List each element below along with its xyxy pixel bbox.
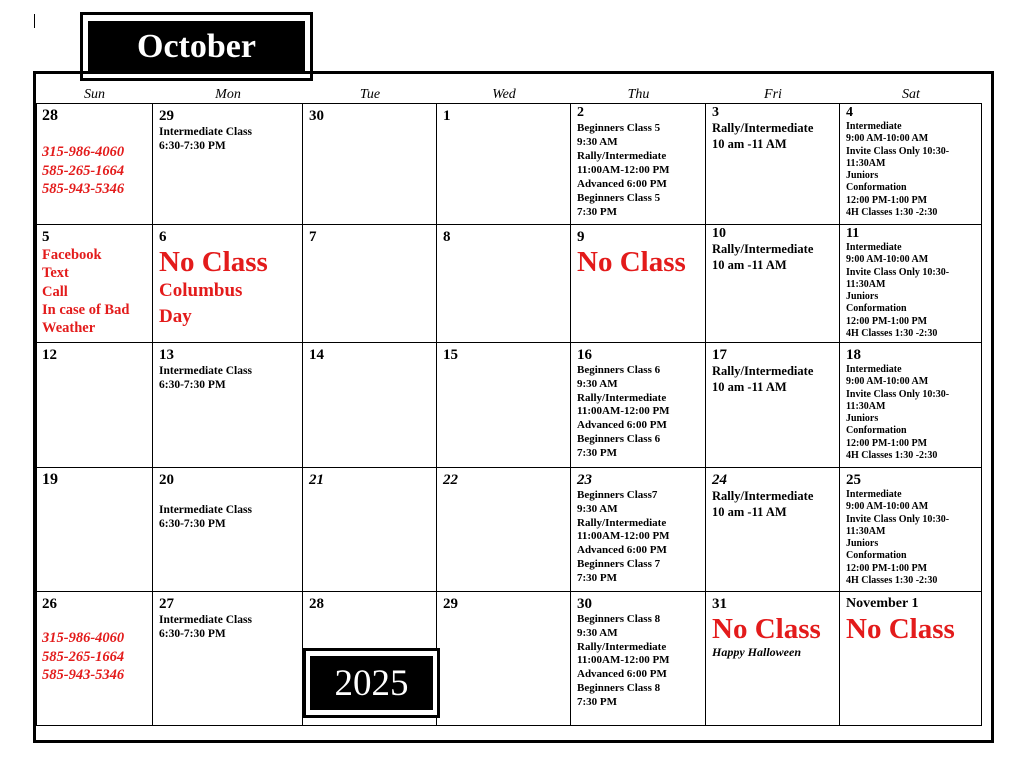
phone-number: 315-986-4060 bbox=[42, 144, 125, 160]
day-number: 23 bbox=[577, 472, 592, 488]
day-number: 6 bbox=[159, 229, 167, 245]
day-cell bbox=[153, 592, 303, 726]
event-line: 12:00 PM-1:00 PM bbox=[846, 437, 928, 449]
event-line: 4H Classes 1:30 -2:30 bbox=[846, 328, 938, 340]
day-cell bbox=[36, 343, 153, 468]
event-line: 12:00 PM-1:00 PM bbox=[846, 315, 928, 327]
day-number: 16 bbox=[577, 347, 592, 363]
day-number: 21 bbox=[309, 472, 324, 488]
weekday-mon: Mon bbox=[215, 87, 241, 102]
day-cell bbox=[303, 468, 437, 592]
weekday-fri: Fri bbox=[764, 87, 782, 102]
no-class-label: No Class bbox=[846, 613, 955, 645]
phone-number: 315-986-4060 bbox=[42, 630, 125, 646]
event-line: Advanced 6:00 PM bbox=[577, 544, 667, 557]
day-cell bbox=[706, 592, 840, 726]
day-number: 30 bbox=[309, 108, 324, 124]
event-line: 4H Classes 1:30 -2:30 bbox=[846, 575, 938, 587]
event-line: Juniors bbox=[846, 170, 879, 182]
event-line: Conformation bbox=[846, 182, 907, 194]
day-number: November 1 bbox=[846, 596, 919, 611]
event-line: 4H Classes 1:30 -2:30 bbox=[846, 450, 938, 462]
event-line: 10 am -11 AM bbox=[712, 136, 787, 151]
phone-number: 585-943-5346 bbox=[42, 181, 125, 197]
day-number: 19 bbox=[42, 471, 58, 488]
event-line: 4H Classes 1:30 -2:30 bbox=[846, 207, 938, 219]
day-number: 13 bbox=[159, 347, 174, 363]
no-class-label: No Class bbox=[712, 613, 821, 645]
event-line: 12:00 PM-1:00 PM bbox=[846, 562, 928, 574]
event-line: Advanced 6:00 PM bbox=[577, 668, 667, 681]
day-number: 15 bbox=[443, 347, 458, 363]
event-line: 11:30AM bbox=[846, 525, 886, 537]
event-line: 9:00 AM-10:00 AM bbox=[846, 501, 929, 513]
event-line: Rally/Intermediate bbox=[712, 364, 814, 378]
day-number: 29 bbox=[443, 596, 458, 612]
phone-number: 585-265-1664 bbox=[42, 648, 125, 665]
day-cell bbox=[840, 592, 982, 726]
day-cell bbox=[437, 343, 571, 468]
day-number: 7 bbox=[309, 229, 317, 245]
day-number: 12 bbox=[42, 347, 57, 363]
day-cell bbox=[571, 592, 706, 726]
event-line: Invite Class Only 10:30- bbox=[846, 513, 950, 525]
day-cell bbox=[706, 343, 840, 468]
day-cell bbox=[36, 592, 153, 726]
day-cell bbox=[706, 468, 840, 592]
event-line: 10 am -11 AM bbox=[712, 504, 787, 519]
event-line: 6:30-7:30 PM bbox=[159, 379, 226, 391]
event-line: 11:00AM-12:00 PM bbox=[577, 164, 670, 176]
day-number: 25 bbox=[846, 472, 861, 488]
day-cell bbox=[303, 343, 437, 468]
event-line: 9:30 AM bbox=[577, 502, 618, 515]
day-cell bbox=[840, 468, 982, 592]
day-cell bbox=[303, 225, 437, 343]
event-line: Intermediate Class bbox=[159, 504, 252, 516]
event-line: Rally/Intermediate bbox=[577, 640, 667, 653]
event-line: Rally/Intermediate bbox=[712, 489, 814, 503]
day-cell bbox=[840, 103, 982, 225]
event-line: Beginners Class 8 bbox=[577, 681, 661, 694]
event-line: Rally/Intermediate bbox=[712, 242, 814, 256]
event-line: 9:30 AM bbox=[577, 136, 618, 148]
holiday-label: Day bbox=[159, 306, 192, 327]
weekday-wed: Wed bbox=[492, 87, 516, 102]
day-cell bbox=[153, 343, 303, 468]
event-line: Invite Class Only 10:30- bbox=[846, 266, 950, 278]
day-cell bbox=[153, 225, 303, 343]
day-number: 22 bbox=[443, 472, 458, 488]
event-line: Intermediate bbox=[846, 121, 902, 132]
event-line: Rally/Intermediate bbox=[577, 516, 667, 529]
event-line: 6:30-7:30 PM bbox=[159, 518, 226, 530]
weekday-thu: Thu bbox=[627, 87, 650, 102]
day-cell bbox=[437, 468, 571, 592]
day-number: 17 bbox=[712, 347, 727, 363]
day-cell bbox=[571, 103, 706, 225]
event-line: Conformation bbox=[846, 425, 907, 437]
event-line: 11:30AM bbox=[846, 278, 886, 290]
event-line: Intermediate Class bbox=[159, 614, 252, 626]
day-number: 11 bbox=[846, 226, 860, 241]
event-line: Beginners Class7 bbox=[577, 489, 658, 501]
event-line: 11:30AM bbox=[846, 400, 886, 412]
day-cell bbox=[437, 225, 571, 343]
event-line: Beginners Class 7 bbox=[577, 557, 661, 570]
event-line: Beginners Class 6 bbox=[577, 432, 661, 445]
event-line: Rally/Intermediate bbox=[712, 121, 814, 135]
day-number: 20 bbox=[159, 472, 174, 488]
day-cell bbox=[706, 103, 840, 225]
event-line: Beginners Class 5 bbox=[577, 192, 661, 204]
weather-note: Call bbox=[42, 283, 68, 300]
day-number: 1 bbox=[443, 108, 451, 124]
day-number: 31 bbox=[712, 596, 727, 612]
halloween-note: Happy Halloween bbox=[712, 645, 801, 659]
event-line: Beginners Class 5 bbox=[577, 122, 661, 134]
event-line: 7:30 PM bbox=[577, 206, 618, 218]
day-number: 5 bbox=[42, 229, 50, 245]
day-cell bbox=[840, 343, 982, 468]
day-cell bbox=[36, 103, 153, 225]
event-line: Conformation bbox=[846, 303, 907, 315]
event-line: Beginners Class 8 bbox=[577, 613, 661, 625]
event-line: Beginners Class 6 bbox=[577, 364, 661, 376]
weekday-tue: Tue bbox=[359, 87, 381, 102]
holiday-label: Columbus bbox=[159, 280, 243, 301]
event-line: Rally/Intermediate bbox=[577, 391, 667, 404]
event-line: 9:00 AM-10:00 AM bbox=[846, 376, 929, 388]
event-line: Intermediate bbox=[846, 489, 902, 500]
day-number: 3 bbox=[712, 105, 719, 120]
event-line: 9:00 AM-10:00 AM bbox=[846, 254, 929, 266]
day-cell bbox=[36, 225, 153, 343]
day-number: 28 bbox=[309, 596, 324, 612]
event-line: 9:00 AM-10:00 AM bbox=[846, 133, 929, 145]
day-number: 14 bbox=[309, 347, 324, 363]
event-line: 11:30AM bbox=[846, 157, 886, 169]
day-cell bbox=[437, 592, 571, 726]
day-cell bbox=[153, 103, 303, 225]
event-line: Intermediate Class bbox=[159, 126, 252, 138]
weekday-sat: Sat bbox=[902, 87, 920, 102]
phone-number: 585-265-1664 bbox=[42, 162, 125, 179]
no-class-label: No Class bbox=[577, 246, 686, 278]
day-cell bbox=[571, 343, 706, 468]
weather-note: Weather bbox=[42, 320, 96, 337]
event-line: Conformation bbox=[846, 550, 907, 562]
day-number: 10 bbox=[712, 226, 726, 241]
no-class-label: No Class bbox=[159, 246, 268, 278]
day-cell bbox=[840, 225, 982, 343]
event-line: Intermediate bbox=[846, 242, 902, 253]
month-title: October bbox=[88, 21, 305, 72]
weather-note: Facebook bbox=[42, 247, 102, 263]
event-line: 11:00AM-12:00 PM bbox=[577, 405, 670, 418]
day-cell bbox=[437, 103, 571, 225]
event-line: Advanced 6:00 PM bbox=[577, 419, 667, 432]
event-line: 9:30 AM bbox=[577, 377, 618, 390]
event-line: Intermediate bbox=[846, 364, 902, 375]
weekday-sun: Sun bbox=[84, 87, 105, 102]
event-line: 10 am -11 AM bbox=[712, 257, 787, 272]
event-line: 6:30-7:30 PM bbox=[159, 628, 226, 640]
event-line: 12:00 PM-1:00 PM bbox=[846, 194, 928, 206]
year-box bbox=[303, 648, 440, 718]
event-line: Invite Class Only 10:30- bbox=[846, 145, 950, 157]
event-line: 6:30-7:30 PM bbox=[159, 140, 226, 152]
event-line: 7:30 PM bbox=[577, 446, 618, 459]
weather-note: In case of Bad bbox=[42, 301, 130, 318]
event-line: 7:30 PM bbox=[577, 695, 618, 708]
day-number: 26 bbox=[42, 596, 57, 612]
day-number: 27 bbox=[159, 596, 174, 612]
event-line: Rally/Intermediate bbox=[577, 150, 667, 162]
day-number: 4 bbox=[846, 105, 853, 120]
day-number: 24 bbox=[712, 472, 727, 488]
day-cell bbox=[36, 468, 153, 592]
day-cell bbox=[706, 225, 840, 343]
day-number: 30 bbox=[577, 596, 592, 612]
text-cursor bbox=[34, 14, 35, 28]
day-cell bbox=[153, 468, 303, 592]
day-number: 9 bbox=[577, 229, 585, 245]
day-cell bbox=[303, 103, 437, 225]
day-number: 2 bbox=[577, 105, 584, 120]
year-label: 2025 bbox=[310, 656, 433, 710]
event-line: Juniors bbox=[846, 413, 879, 425]
day-number: 29 bbox=[159, 108, 174, 124]
day-number: 18 bbox=[846, 347, 861, 363]
event-line: 11:00AM-12:00 PM bbox=[577, 654, 670, 667]
event-line: Juniors bbox=[846, 291, 879, 303]
day-cell bbox=[571, 225, 706, 343]
event-line: 9:30 AM bbox=[577, 626, 618, 639]
event-line: 7:30 PM bbox=[577, 571, 618, 584]
phone-number: 585-943-5346 bbox=[42, 667, 125, 683]
event-line: Invite Class Only 10:30- bbox=[846, 388, 950, 400]
event-line: Advanced 6:00 PM bbox=[577, 178, 667, 190]
day-number: 28 bbox=[42, 107, 58, 124]
event-line: Juniors bbox=[846, 538, 879, 550]
event-line: Intermediate Class bbox=[159, 365, 252, 377]
event-line: 11:00AM-12:00 PM bbox=[577, 530, 670, 543]
event-line: 10 am -11 AM bbox=[712, 379, 787, 394]
day-number: 8 bbox=[443, 229, 451, 245]
day-cell bbox=[571, 468, 706, 592]
weather-note: Text bbox=[42, 265, 69, 282]
